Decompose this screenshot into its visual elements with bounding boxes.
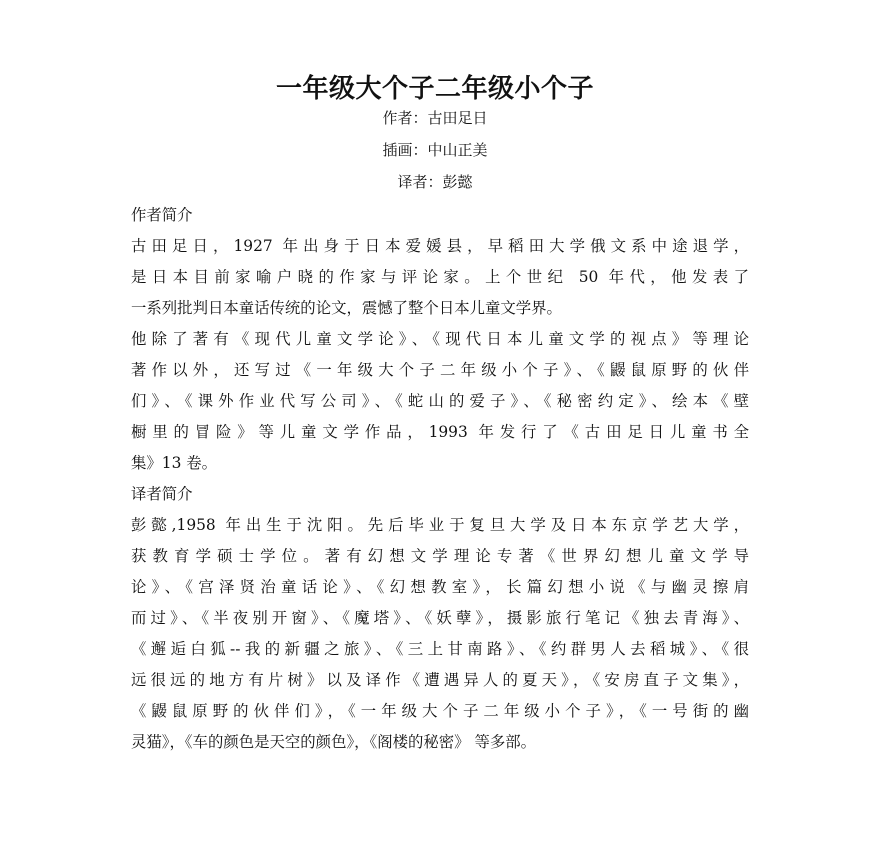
text-line: 灵猫》，《车的颜色是天空的颜色》，《阁楼的秘密》 等多部。 (131, 733, 537, 751)
text-line: 获教育学硕士学位。著有幻想文学理论专著《世界幻想儿童文学导 (131, 547, 749, 565)
text-line: 橱里的冒险》等儿童文学作品，1993 年发行了《古田足日儿童书全 (131, 423, 749, 441)
document-title: 一年级大个子二年级小个子 (275, 74, 594, 104)
illustrator-credit: 插画：中山正美 (382, 141, 488, 159)
text-line: 彭懿,1958 年出生于沈阳。先后毕业于复旦大学及日本东京学艺大学， (131, 516, 749, 534)
section-heading-translator-intro: 译者简介 (131, 485, 193, 503)
text-line: 《鼹鼠原野的伙伴们》，《一年级大个子二年级小个子》，《一号街的幽 (131, 702, 749, 720)
document-body (131, 200, 749, 758)
text-line: 们》、《课外作业代写公司》、《蛇山的爱子》、《秘密约定》、绘本《壁 (131, 392, 749, 410)
text-line: 他除了著有《现代儿童文学论》、《现代日本儿童文学的视点》等理论 (131, 330, 749, 348)
text-line: 是日本目前家喻户晓的作家与评论家。上个世纪 50 年代，他发表了 (131, 268, 749, 286)
text-line: 著作以外，还写过《一年级大个子二年级小个子》、《鼹鼠原野的伙伴 (131, 361, 749, 379)
text-line: 一系列批判日本童话传统的论文，震憾了整个日本儿童文学界。 (131, 299, 562, 317)
text-line: 《邂逅白狐--我的新疆之旅》、《三上甘南路》、《约群男人去稻城》、《很 (131, 640, 749, 658)
text-line: 古田足日，1927 年出身于日本爱媛县，早稻田大学俄文系中途退学， (131, 237, 749, 255)
author-credit: 作者：古田足日 (382, 109, 488, 127)
text-line: 论》、《宫泽贤治童话论》、《幻想教室》，长篇幻想小说《与幽灵擦肩 (131, 578, 749, 596)
text-line: 集》13 卷。 (131, 454, 218, 472)
text-line: 远很远的地方有片树》以及译作《遭遇异人的夏天》，《安房直子文集》， (131, 671, 749, 689)
translator-credit: 译者：彭懿 (397, 173, 473, 191)
section-heading-author-intro: 作者简介 (131, 206, 193, 224)
text-line: 而过》、《半夜别开窗》、《魔塔》、《妖孽》，摄影旅行笔记《独去青海》、 (131, 609, 749, 627)
